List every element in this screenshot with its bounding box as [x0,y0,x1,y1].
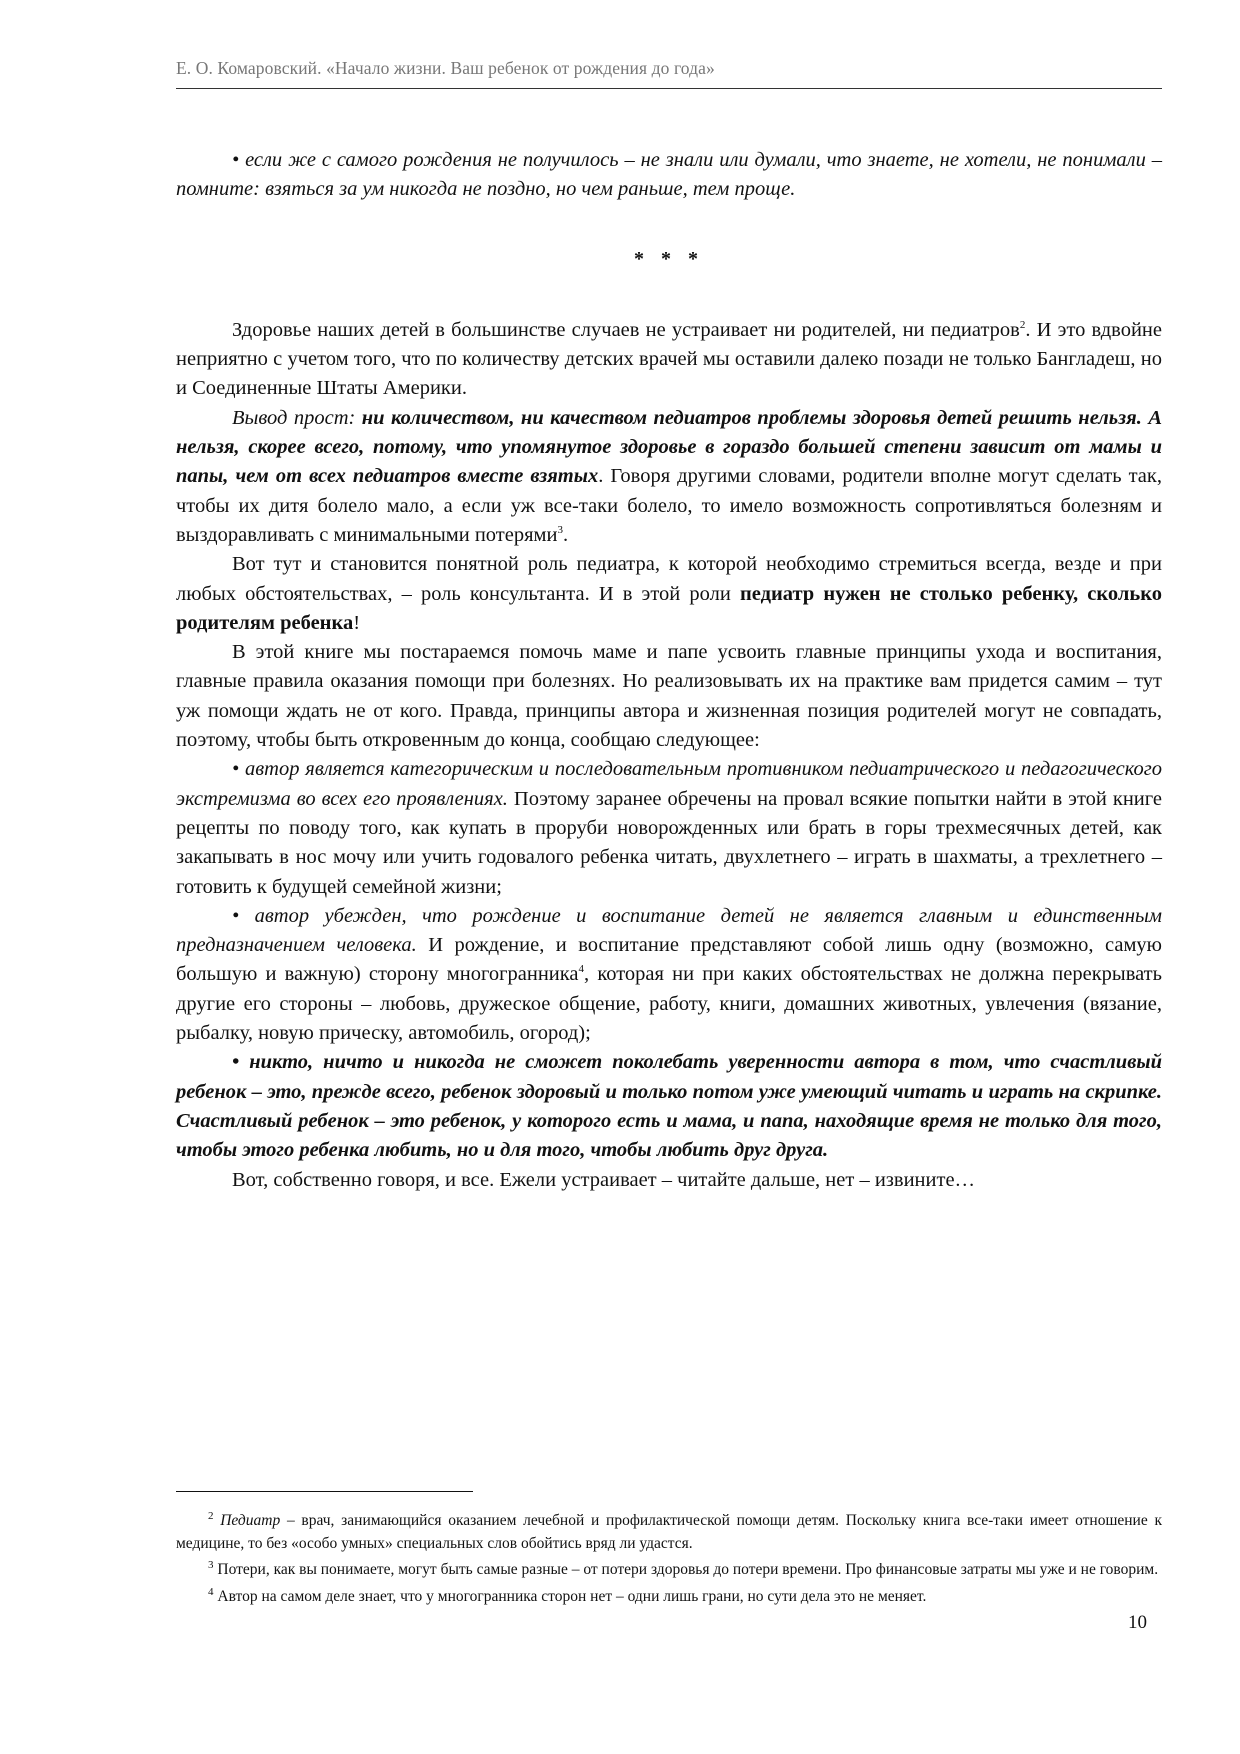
footnote-term: Педиатр [220,1512,281,1529]
bullet-happy-child: • никто, ничто и никогда не сможет поколебать уверенности автора в том, что счастливый ребенок – это, прежде всего, ребенок здоровый и только потом уже умеющий читать и играть на скрипке. Счастливый ребенок – это ребенок, у которого есть и мама, и папа, находящие время не только для того, чтобы этого ребенка любить, но и для того, чтобы любить друг друга. [176,1051,1162,1162]
bullet-lead: • автор убежден, что рождение и воспитание детей не является главным и единственным предназначением человека. [176,904,1162,957]
footnote-text: – врач, занимающийся оказанием лечебной и профилактической помощи детям. Поскольку книга все-таки имеет отношение к медицине, то без «особо умных» специальных слов обойтись вряд ли удастся. [176,1512,1162,1552]
conclusion-lead: Вывод прост: [232,406,362,429]
paragraph-text: Здоровье наших детей в большинстве случаев не устраивает ни родителей, ни педиатров [232,318,1020,341]
footnote-text: Потери, как вы понимаете, могут быть самые разные – от потери здоровья до потери времени. Про финансовые затраты мы уже и не говорим. [217,1561,1159,1578]
footnote-4 [176,1586,1162,1609]
section-separator: * * * [634,247,704,270]
page-number: 10 [1128,1612,1147,1633]
paragraph-text: . Говоря другими словами, родители вполне могут сделать так, чтобы их дитя болело мало, а если уж все-таки болело, то имело возможность сопротивляться болезням и выздоравливать с минимальными потерями [176,465,1162,546]
footnote-number: 2 [208,1510,214,1522]
header-divider [176,88,1162,89]
paragraph-text: Поэтому заранее обречены на провал всякие попытки найти в этой книге рецепты по поводу того, как купать в проруби новорожденных или брать в горы трехмесячных детей, как закапывать в нос мочу или учить годовалого ребенка читать, двухлетнего – играть в шахматы, а трехлетнего – готовить к будущей семейной жизни; [176,787,1162,898]
paragraph-end: . [562,523,569,546]
conclusion-emphasis: ни количеством, ни качеством педиатров проблемы здоровья детей решить нельзя. А нельзя, скорее всего, потому, что упомянутое здоровье в гораздо большей степени зависит от мамы и папы, чем от всех педиатров вместе взятых [176,406,1162,488]
page-body [176,146,1162,1195]
paragraph-text: . И это вдвойне неприятно с учетом того, что по количеству детских врачей мы оставили далеко позади не только Бангладеш, но и Соединенные Штаты Америки. [176,318,1162,400]
paragraph-conclusion [176,404,1162,550]
footnote-2 [176,1510,1162,1555]
bullet-lead: • автор является категорическим и последовательным противником педиатрического и педагогического экстремизма во всех его проявлениях. [176,758,1162,810]
paragraph-closing: Вот, собственно говоря, и все. Ежели устраивает – читайте дальше, нет – извините… [232,1168,976,1191]
intro-bullet: • если же с самого рождения не получилось – не знали или думали, что знаете, не хотели, не понимали – помните: взяться за ум никогда не поздно, но чем раньше, тем проще. [176,149,1162,201]
footnotes [176,1510,1162,1612]
paragraph-health [176,316,1162,404]
footnote-number: 3 [208,1559,214,1571]
paragraph-book-purpose: В этой книге мы постараемся помочь маме и папе усвоить главные принципы ухода и воспитания, главные правила оказания помощи при болезнях. Но реализовывать их на практике вам придется самим – тут уж помощи ждать не от кого. Правда, принципы автора и жизненная позиция родителей могут не совпадать, поэтому, чтобы быть откровенным до конца, сообщаю следующее: [176,641,1162,752]
footnote-ref-4[interactable]: 4 [578,963,585,976]
paragraph-consultant-role [176,550,1162,638]
paragraph-text: И рождение, и воспитание представляют собой лишь одну (возможно, самую большую и важную) сторону многогранника [176,934,1162,986]
bullet-purpose [176,902,1162,1048]
footnote-ref-2[interactable]: 2 [1019,318,1026,331]
paragraph-end: ! [353,611,361,634]
footnote-3 [176,1559,1162,1582]
paragraph-text: Вот тут и становится понятной роль педиатра, к которой необходимо стремиться всегда, везде и при любых обстоятельствах, – роль консультанта. И в этой роли [176,553,1162,605]
footnote-text: Автор на самом деле знает, что у многогранника сторон нет – одни лишь грани, но сути дела это не меняет. [217,1587,927,1605]
footnote-ref-3[interactable]: 3 [557,523,563,536]
bullet-extremism [176,755,1162,901]
consultant-emphasis: педиатр нужен не столько ребенку, сколько родителям ребенка [176,582,1163,634]
footnote-divider [176,1491,473,1492]
footnote-number: 4 [208,1585,214,1598]
running-header: Е. О. Комаровский. «Начало жизни. Ваш ребенок от рождения до года» [176,58,715,78]
paragraph-text: , которая ни при каких обстоятельствах не должна перекрывать другие его стороны – любовь, дружеское общение, работу, книги, домашних животных, увлечения (вязание, рыбалку, новую прическу, автомобиль, огород); [176,963,1162,1045]
